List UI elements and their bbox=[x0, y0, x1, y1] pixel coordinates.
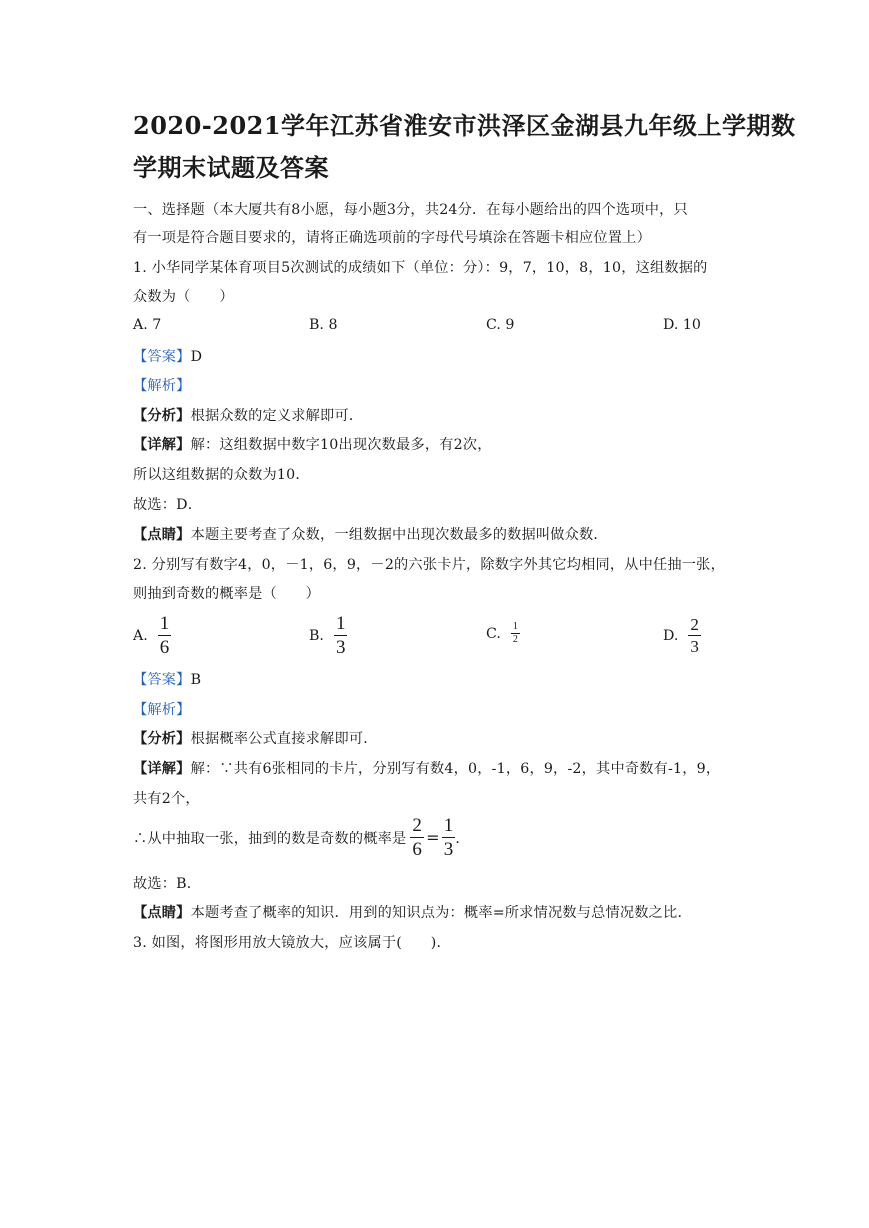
q1-answer bbox=[133, 346, 202, 366]
q2-choose: 故选：B． bbox=[133, 876, 202, 892]
equals-sign: = bbox=[426, 828, 440, 847]
q2-stem-line2: 则抽到奇数的概率是（ ） bbox=[133, 586, 321, 602]
numerator: 1 bbox=[443, 815, 454, 836]
numerator: 1 bbox=[335, 613, 346, 634]
answer-value: B bbox=[190, 672, 202, 688]
q2-therefore-line bbox=[133, 816, 470, 859]
q1-option-c: C. 9 bbox=[486, 317, 515, 333]
denominator: 3 bbox=[690, 637, 699, 656]
denominator: 3 bbox=[443, 839, 454, 860]
fraction bbox=[410, 816, 424, 859]
xiangjie-text: 解：这组数据中数字10出现次数最多，有2次， bbox=[190, 437, 492, 453]
answer-value: D bbox=[190, 349, 203, 365]
fraction bbox=[688, 616, 701, 655]
denominator: 3 bbox=[335, 637, 346, 658]
numerator: 2 bbox=[690, 615, 699, 634]
q1-option-a: A. 7 bbox=[133, 317, 162, 333]
q2-analysis-heading bbox=[133, 699, 191, 719]
q2-option-a bbox=[133, 614, 171, 657]
dianjing-text: 本题主要考查了众数，一组数据中出现次数最多的数据叫做众数． bbox=[190, 527, 608, 543]
fenxi-tag: 【分析】 bbox=[133, 731, 191, 747]
q1-stem-line2: 众数为（ ） bbox=[133, 289, 234, 305]
dianjing-tag: 【点睛】 bbox=[133, 527, 191, 543]
section-heading-line2: 有一项是符合题目要求的，请将正确选项前的字母代号填涂在答题卡相应位置上） bbox=[133, 230, 651, 246]
fraction bbox=[334, 614, 348, 657]
q2-xiangjie bbox=[133, 758, 720, 778]
q2-answer bbox=[133, 669, 201, 689]
q1-option-b: B. 8 bbox=[309, 317, 338, 333]
answer-tag: 【答案】 bbox=[133, 349, 191, 365]
analysis-tag: 【解析】 bbox=[133, 378, 191, 394]
fenxi-tag: 【分析】 bbox=[133, 408, 191, 424]
option-label: D. bbox=[663, 627, 679, 644]
q1-conclusion: 所以这组数据的众数为10． bbox=[133, 467, 310, 483]
fraction bbox=[158, 614, 172, 657]
q2-dianjing bbox=[133, 902, 692, 922]
section-heading-line1: 一、选择题（本大厦共有8小愿，每小题3分，共24分．在每小题给出的四个选项中，只 bbox=[133, 202, 688, 218]
q2-option-c bbox=[486, 622, 520, 645]
q1-analysis-heading bbox=[133, 375, 191, 395]
xiangjie-tag: 【详解】 bbox=[133, 437, 191, 453]
q2-total: 共有2个， bbox=[133, 791, 200, 807]
denominator: 6 bbox=[159, 637, 170, 658]
doc-title-line2: 学期末试题及答案 bbox=[133, 153, 329, 182]
xiangjie-tag: 【详解】 bbox=[133, 761, 191, 777]
denominator: 2 bbox=[512, 634, 518, 645]
q2-stem-line1: 2. 分别写有数字4，0，－1，6，9，－2的六张卡片，除数字外其它均相同，从中任抽一张， bbox=[133, 557, 725, 573]
numerator: 2 bbox=[412, 815, 423, 836]
option-label: B. bbox=[309, 627, 324, 644]
option-label: C. bbox=[486, 625, 501, 642]
q1-option-d: D. 10 bbox=[663, 317, 701, 333]
numerator: 1 bbox=[512, 621, 518, 632]
fraction bbox=[511, 622, 520, 645]
therefore-text: ∴从中抽取一张，抽到的数是奇数的概率是 bbox=[133, 830, 407, 847]
doc-title-line1: 2020-2021学年江苏省淮安市洪泽区金湖县九年级上学期数 bbox=[133, 111, 796, 140]
q1-dianjing bbox=[133, 524, 608, 544]
q1-choose: 故选：D． bbox=[133, 497, 203, 513]
fenxi-text: 根据众数的定义求解即可． bbox=[190, 408, 364, 424]
q3-stem-line1: 3. 如图，将图形用放大镜放大，应该属于( )． bbox=[133, 935, 451, 951]
denominator: 6 bbox=[412, 839, 423, 860]
q1-xiangjie bbox=[133, 434, 492, 454]
q2-option-d bbox=[663, 616, 701, 655]
period: ． bbox=[455, 830, 470, 847]
q1-stem-line1: 1. 小华同学某体育项目5次测试的成绩如下（单位：分）：9，7，10，8，10，这组数据的 bbox=[133, 260, 708, 276]
fraction bbox=[442, 816, 456, 859]
numerator: 1 bbox=[159, 613, 170, 634]
dianjing-tag: 【点睛】 bbox=[133, 905, 191, 921]
q1-fenxi bbox=[133, 405, 363, 425]
option-label: A. bbox=[133, 627, 148, 644]
fenxi-text: 根据概率公式直接求解即可． bbox=[190, 731, 378, 747]
answer-tag: 【答案】 bbox=[133, 672, 191, 688]
xiangjie-text: 解：∵共有6张相同的卡片，分别写有数4，0，-1，6，9，-2，其中奇数有-1，9， bbox=[190, 761, 721, 777]
analysis-tag: 【解析】 bbox=[133, 702, 191, 718]
dianjing-text: 本题考查了概率的知识．用到的知识点为：概率=所求情况数与总情况数之比． bbox=[190, 905, 692, 921]
q2-option-b bbox=[309, 614, 347, 657]
q2-fenxi bbox=[133, 728, 378, 748]
